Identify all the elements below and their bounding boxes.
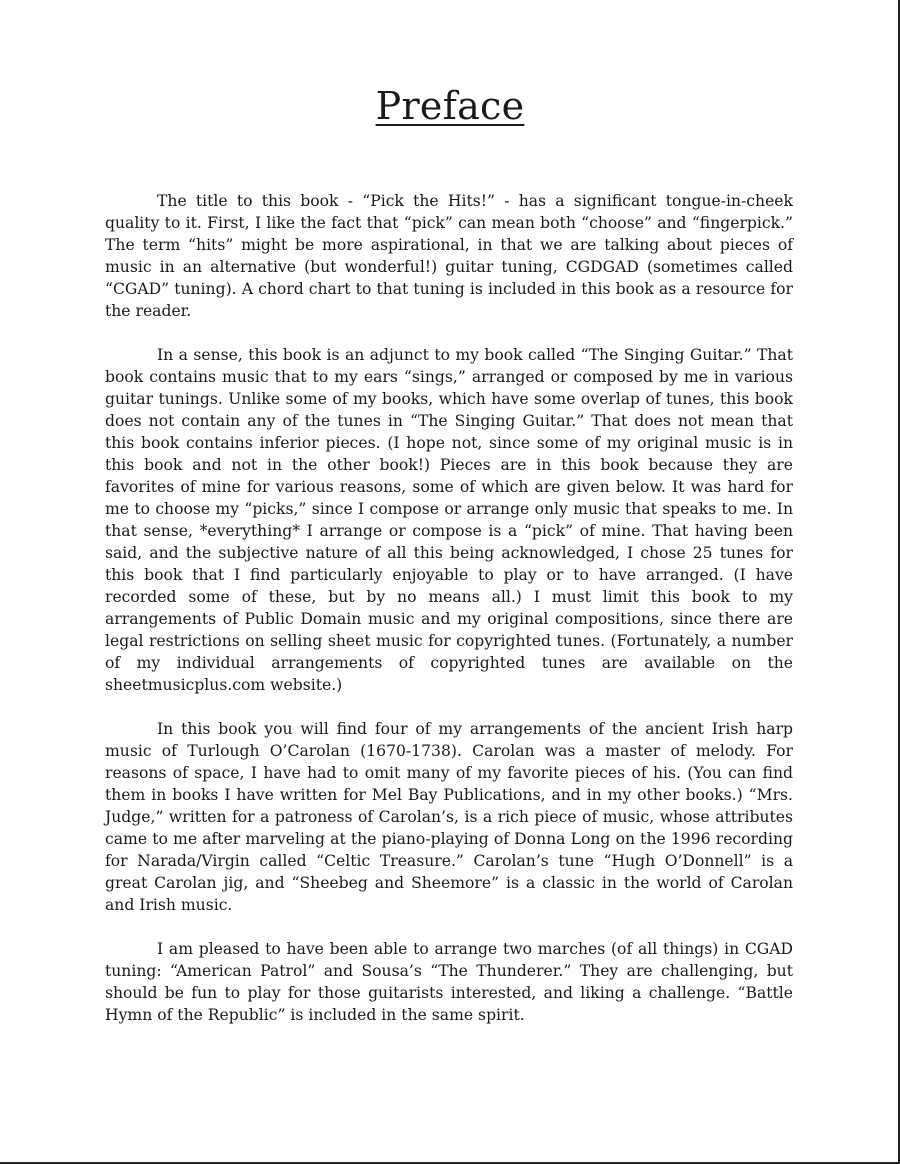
preface-body (105, 190, 793, 1048)
paragraph-1: The title to this book - “Pick the Hits!” - has a significant tongue-in-cheek quality to it. First, I like the fact that “pick” can mean both “choose” and “fingerpick.” The term “hits” might be more aspirational, in that we are talking about pieces of music in an alternative (but wonderful!) guitar tuning, CGDGAD (sometimes called “CGAD” tuning). A chord chart to that tuning is included in this book as a resource for the reader. (105, 192, 793, 320)
page-title-text: Preface (375, 84, 525, 128)
page-title (0, 84, 900, 128)
paragraph-3: In this book you will find four of my arrangements of the ancient Irish harp music of Turlough O’Carolan (1670-1738). Carolan was a master of melody. For reasons of space, I have had to omit many of my favorite pieces of his. (You can find them in books I have written for Mel Bay Publications, and in my other books.) “Mrs. Judge,” written for a patroness of Carolan’s, is a rich piece of music, whose attributes came to me after marveling at the piano-playing of Donna Long on the 1996 recording for Narada/Virgin called “Celtic Treasure.” Carolan’s tune “Hugh O’Donnell” is a great Carolan jig, and “Sheebeg and Sheemore” is a classic in the world of Carolan and Irish music. (105, 720, 793, 914)
paragraph-2: In a sense, this book is an adjunct to my book called “The Singing Guitar.” That book contains music that to my ears “sings,” arranged or composed by me in various guitar tunings. Unlike some of my books, which have some overlap of tunes, this book does not contain any of the tunes in “The Singing Guitar.” That does not mean that this book contains inferior pieces. (I hope not, since some of my original music is in this book and not in the other book!) Pieces are in this book because they are favorites of mine for various reasons, some of which are given below. It was hard for me to choose my “picks,” since I compose or arrange only music that speaks to me. In that sense, *everything* I arrange or compose is a “pick” of mine. That having been said, and the subjective nature of all this being acknowledged, I chose 25 tunes for this book that I find particularly enjoyable to play or to have arranged. (I have recorded some of these, but by no means all.) I must limit this book to my arrangements of Public Domain music and my original compositions, since there are legal restrictions on selling sheet music for copyrighted tunes. (Fortunately, a number of my individual arrangements of copyrighted tunes are available on the sheetmusicplus.com website.) (105, 346, 793, 694)
paragraph-4: I am pleased to have been able to arrange two marches (of all things) in CGAD tuning: “American Patrol” and Sousa’s “The Thunderer.” They are challenging, but should be fun to play for those guitarists interested, and liking a challenge. “Battle Hymn of the Republic” is included in the same spirit. (105, 940, 793, 1024)
